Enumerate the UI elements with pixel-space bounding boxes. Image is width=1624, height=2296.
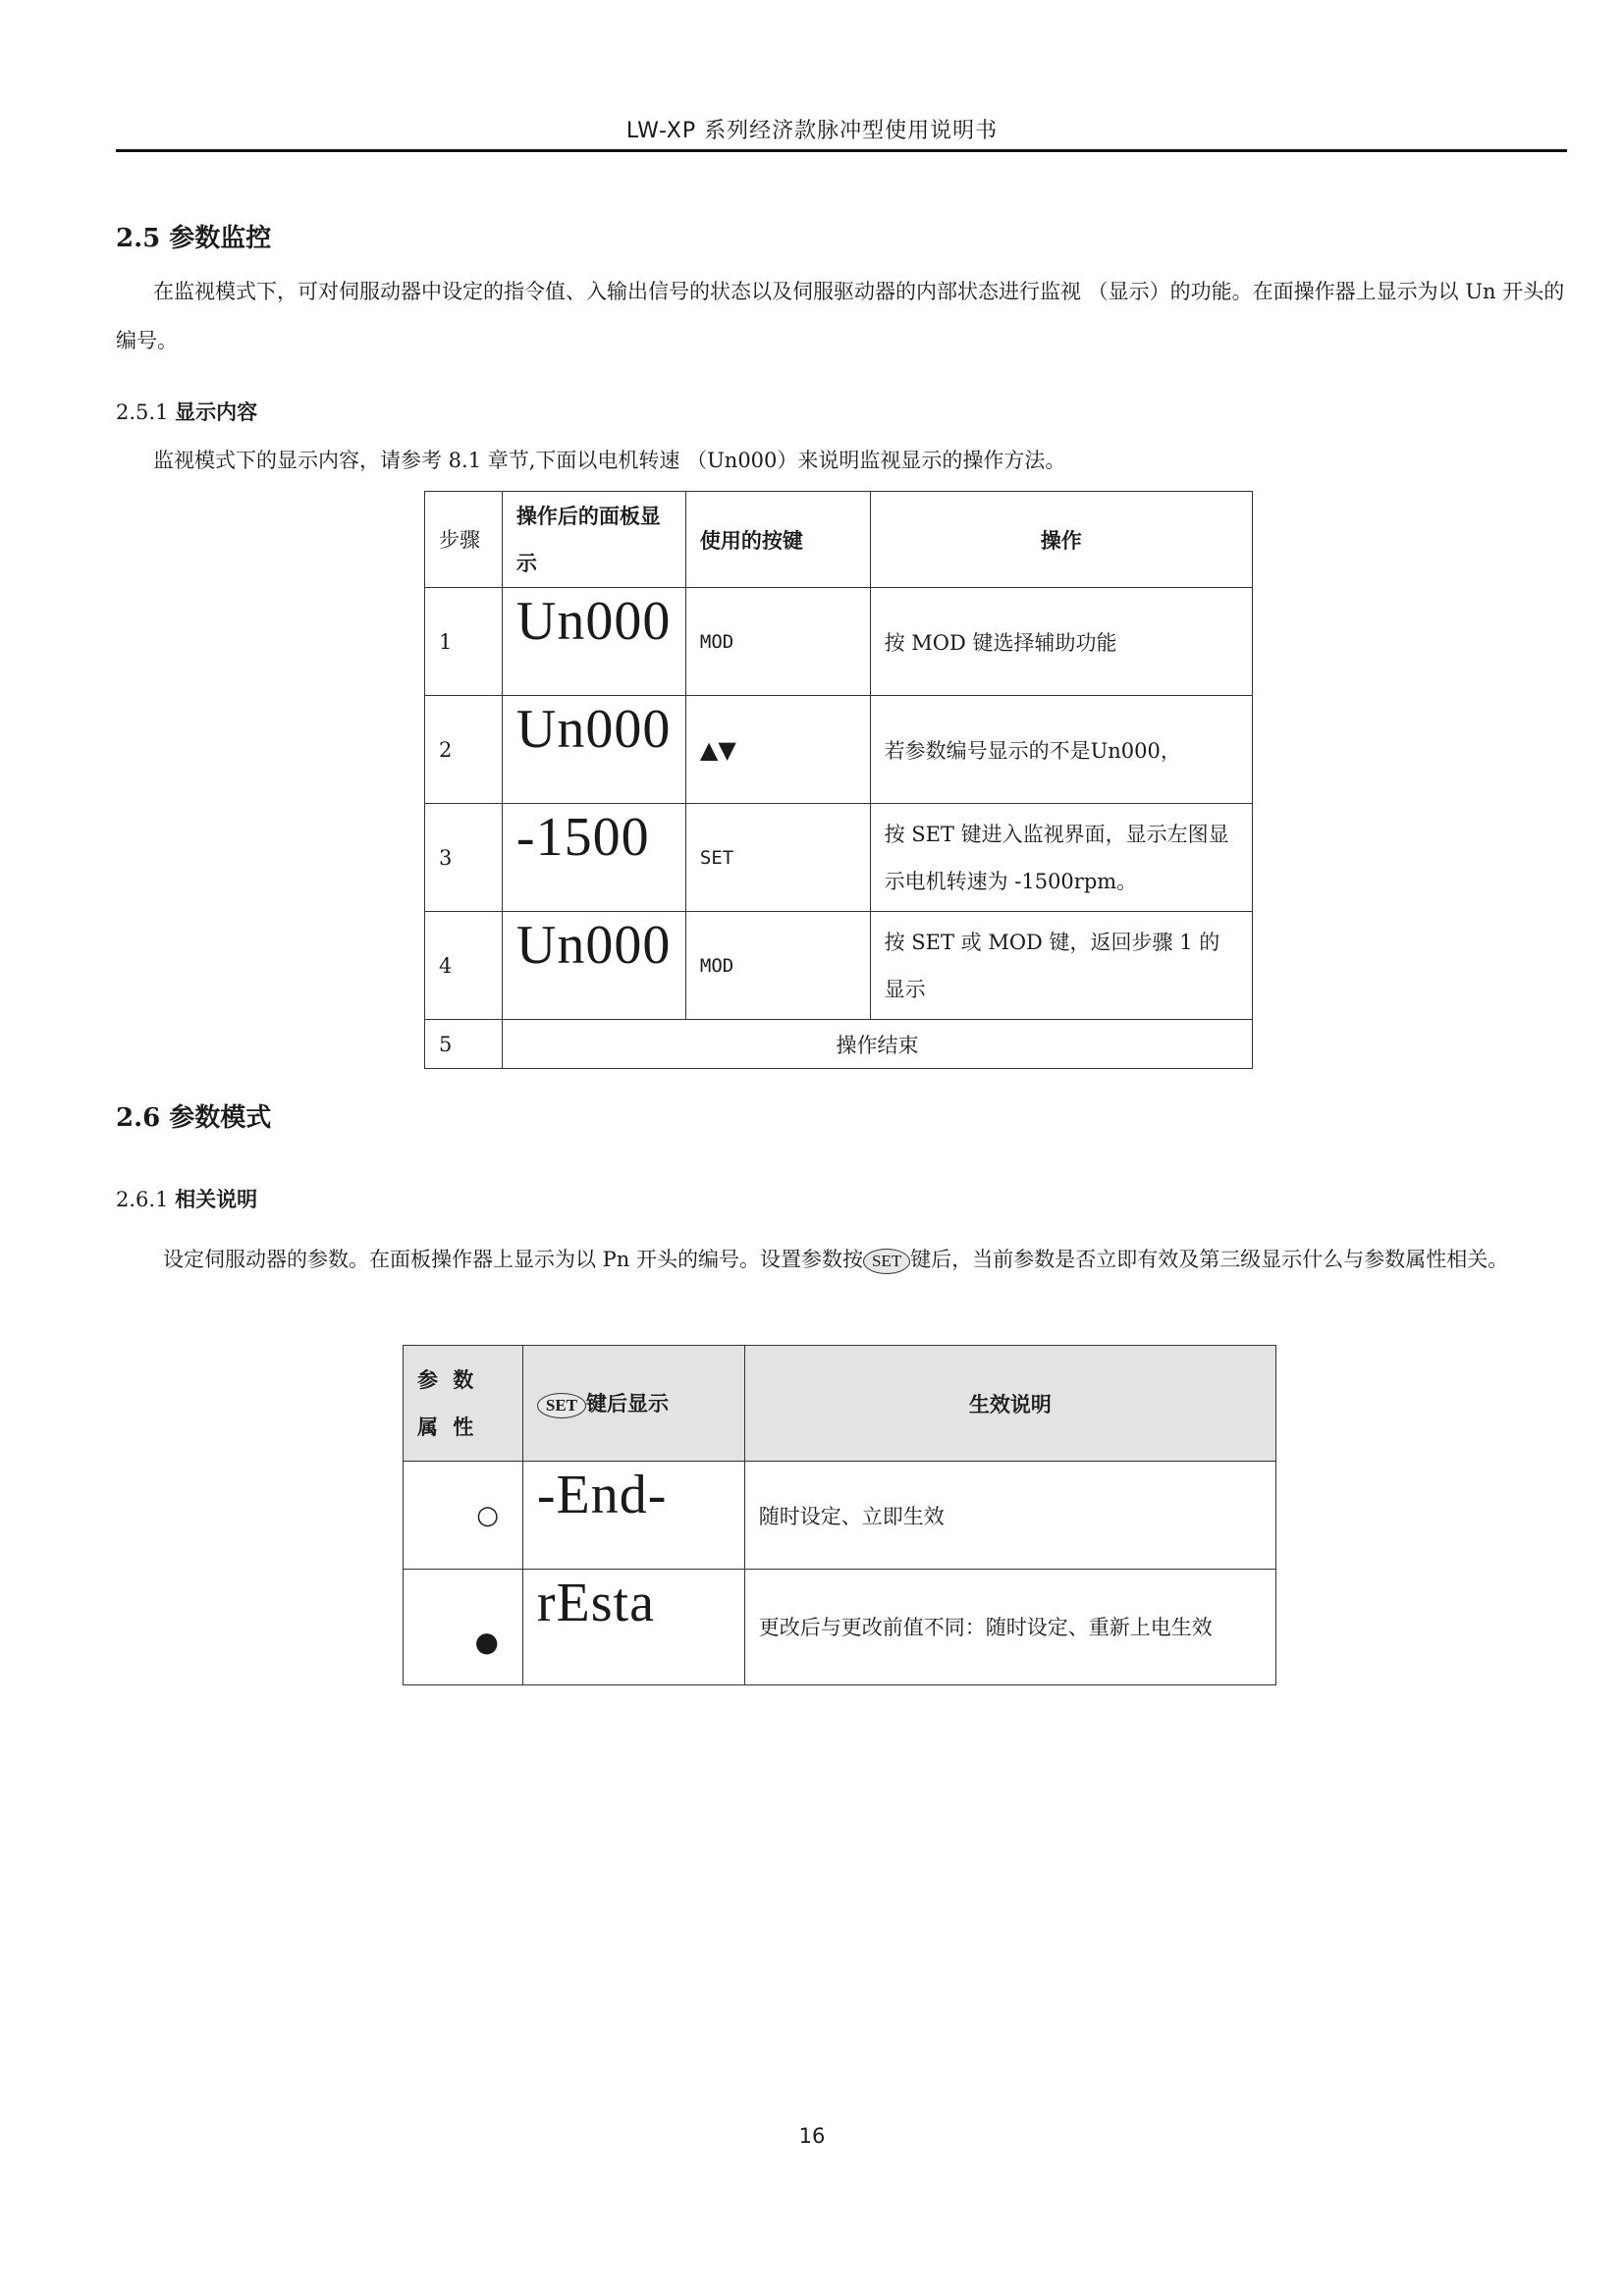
header-rule (116, 149, 1567, 152)
header-title: LW-XP 系列经济款脉冲型使用说明书 (625, 119, 999, 143)
table-header-row (425, 492, 1253, 588)
table-row (404, 1462, 1276, 1570)
panel-display: rEsta (522, 1570, 744, 1685)
table-row (425, 696, 1253, 804)
section-26-paragraph (116, 1235, 1567, 1284)
set-key-icon: SET (537, 1393, 586, 1418)
panel-display: Un000 (502, 588, 685, 696)
subsection-261-heading (116, 1184, 257, 1213)
key-used: MOD (685, 588, 870, 696)
table-row (425, 912, 1253, 1020)
section-25-paragraph-text: 在监视模式下，可对伺服动器中设定的指令值、入输出信号的状态以及伺服驱动器的内部状态进行监视 （显示）的功能。在面操作器上显示为以 Un 开头的编号。 (116, 280, 1565, 352)
section-26-paragraph-part1: 设定伺服动器的参数。在面板操作器上显示为以 Pn 开头的编号。设置参数按 (163, 1248, 864, 1271)
col-action-header: 操作 (870, 492, 1252, 588)
table-header-row (404, 1346, 1276, 1462)
effect-description: 随时设定、立即生效 (744, 1462, 1275, 1570)
hollow-circle-icon: ○ (404, 1462, 523, 1570)
set-key-icon: SET (863, 1249, 910, 1274)
section-25-paragraph (116, 267, 1567, 365)
key-used: MOD (685, 912, 870, 1020)
effect-description: 更改后与更改前值不同：随时设定、重新上电生效 (744, 1570, 1275, 1685)
col-step-header: 步骤 (425, 492, 503, 588)
monitor-steps-table (424, 491, 1253, 1069)
table-row (425, 804, 1253, 912)
section-26-paragraph-part2: 键后，当前参数是否立即有效及第三级显示什么与参数属性相关。 (910, 1248, 1509, 1271)
filled-circle-icon: ● (404, 1570, 523, 1685)
step-action: 按 SET 或 MOD 键，返回步骤 1 的显示 (870, 912, 1252, 1020)
step-action: 按 SET 键进入监视界面，显示左图显示电机转速为 -1500rpm。 (870, 804, 1252, 912)
subsection-261-number: 2.6.1 (116, 1188, 169, 1211)
col-display-header (522, 1346, 744, 1462)
subsection-261-title: 相关说明 (175, 1187, 258, 1211)
col-display-header: 操作后的面板显示 (502, 492, 685, 588)
col-key-header: 使用的按键 (685, 492, 870, 588)
key-used: SET (685, 804, 870, 912)
section-26-title: 2.6 参数模式 (116, 1103, 272, 1133)
col-display-header-label: 键后显示 (586, 1391, 670, 1416)
step-number: 5 (425, 1020, 503, 1069)
step-number: 2 (425, 696, 503, 804)
subsection-251-paragraph (116, 436, 1567, 485)
step-number: 4 (425, 912, 503, 1020)
step-action: 若参数编号显示的不是Un000， (870, 696, 1252, 804)
step-number: 1 (425, 588, 503, 696)
subsection-251-heading (116, 397, 257, 426)
table-row-final (425, 1020, 1253, 1069)
final-step-text: 操作结束 (502, 1020, 1252, 1069)
section-25-title: 2.5 参数监控 (116, 224, 272, 253)
table-row (425, 588, 1253, 696)
col-effect-header: 生效说明 (744, 1346, 1275, 1462)
panel-display: Un000 (502, 696, 685, 804)
table-row (404, 1570, 1276, 1685)
panel-display: -1500 (502, 804, 685, 912)
up-down-arrow-icon: ▲▼ (685, 696, 870, 804)
step-action: 按 MOD 键选择辅助功能 (870, 588, 1252, 696)
subsection-251-number: 2.5.1 (116, 400, 169, 424)
step-number: 3 (425, 804, 503, 912)
panel-display: Un000 (502, 912, 685, 1020)
col-attr-header: 参 数 属 性 (404, 1346, 523, 1462)
param-attribute-table (403, 1345, 1276, 1685)
panel-display: -End- (522, 1462, 744, 1570)
subsection-251-title: 显示内容 (175, 400, 258, 424)
page-number: 16 (798, 2124, 826, 2148)
subsection-251-paragraph-text: 监视模式下的显示内容，请参考 8.1 章节,下面以电机转速 （Un000）来说明监视显示的操作方法。 (153, 449, 1066, 472)
